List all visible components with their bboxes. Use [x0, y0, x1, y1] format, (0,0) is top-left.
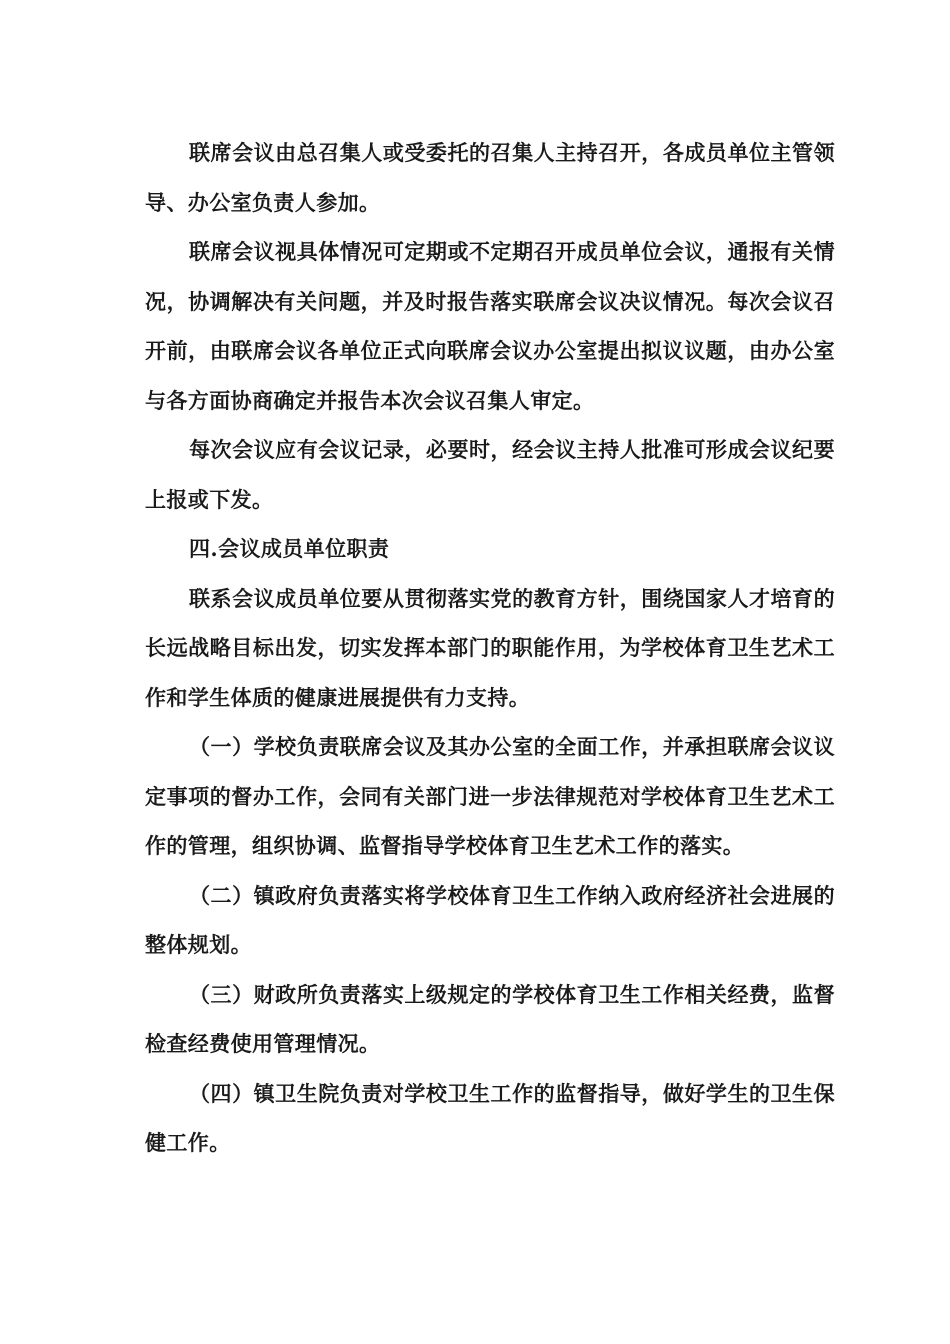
paragraph-duty-health-center: （四）镇卫生院负责对学校卫生工作的监督指导，做好学生的卫生保健工作。 [145, 1080, 835, 1155]
paragraph-meeting-records: 每次会议应有会议记录，必要时，经会议主持人批准可形成会议纪要上报或下发。 [145, 437, 835, 512]
paragraph-duties-overview: 联系会议成员单位要从贯彻落实党的教育方针，围绕国家人才培育的长远战略目标出发，切实发挥本部门的职能作用，为学校体育卫生艺术工作和学生体质的健康进展提供有力支持。 [145, 585, 835, 710]
section-heading-duties: 四.会议成员单位职责 [189, 536, 390, 561]
document-body [145, 128, 835, 1168]
paragraph-meeting-schedule: 联席会议视具体情况可定期或不定期召开成员单位会议，通报有关情况，协调解决有关问题，并及时报告落实联席会议决议情况。每次会议召开前，由联席会议各单位正式向联席会议办公室提出拟议议题，由办公室与各方面协商确定并报告本次会议召集人审定。 [145, 239, 835, 413]
paragraph-duty-town-government: （二）镇政府负责落实将学校体育卫生工作纳入政府经济社会进展的整体规划。 [145, 882, 835, 957]
paragraph-meeting-host: 联席会议由总召集人或受委托的召集人主持召开，各成员单位主管领导、办公室负责人参加。 [145, 140, 835, 215]
paragraph-duty-school: （一）学校负责联席会议及其办公室的全面工作，并承担联席会议议定事项的督办工作，会同有关部门进一步法律规范对学校体育卫生艺术工作的管理，组织协调、监督指导学校体育卫生艺术工作的落实。 [145, 734, 835, 858]
paragraph-duty-finance-office: （三）财政所负责落实上级规定的学校体育卫生工作相关经费，监督检查经费使用管理情况。 [145, 981, 835, 1056]
